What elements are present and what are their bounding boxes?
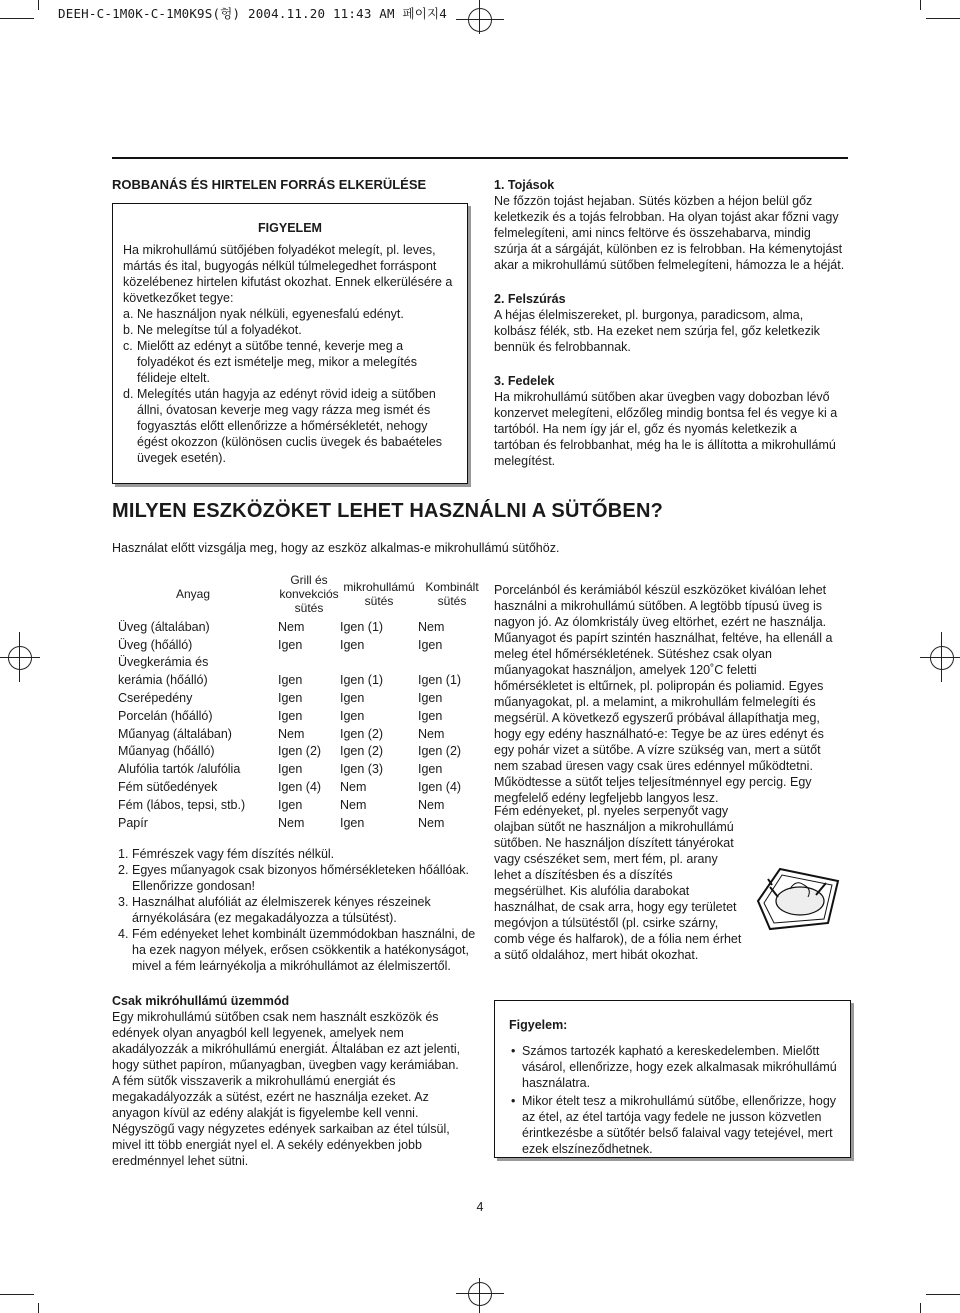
metal-block: [494, 803, 846, 963]
note-item: 1. Fémrészek vagy fém díszítés nélkül.: [118, 847, 335, 861]
table-row: [118, 743, 486, 761]
value-cell: Igen: [278, 673, 303, 688]
value-cell: Igen: [340, 637, 365, 652]
material-cell: Fém (lábos, tepsi, stb.): [118, 797, 246, 812]
material-cell: Papír: [118, 815, 148, 830]
material-cell: Műanyag (általában): [118, 726, 232, 741]
table-header-row: [118, 570, 486, 618]
note-item: 3. Használhat alufóliát az élelmiszerek kényes részeinek árnyékolására (ez megakadályozza a túlsütést).: [118, 895, 431, 925]
value-cell: Igen: [340, 815, 365, 830]
right-column: [494, 177, 846, 469]
table-row: [118, 760, 486, 778]
value-cell: Igen: [278, 691, 303, 706]
value-cell: Igen: [418, 762, 443, 777]
microwave-only-text: Egy mikrohullámú sütőben csak nem használt eszközök és edények olyan anyagból kell legyenek, amelyek nem akadályozzák a mikróhullámú energiát. Általában ez azt jelenti, hogy süthet papíron, műanyagban, üvegben vagy kerámiában. A fém sütők visszaverik a mikrohullámú energiát és megakadályozzák a sütést, ezért ne használja ezeket. Az anyagon kívül az edény alakját is figyelembe kell venni. Négyszögű vagy négyzetes edények sarkaiban az étel túlsül, mivel itt több energiát nyel el. A sekély edényekben jobb eredménnyel lehet sütni.: [112, 1010, 461, 1168]
value-cell: Igen: [340, 691, 365, 706]
table-row: [118, 814, 486, 832]
value-cell: Igen: [278, 637, 303, 652]
table-row: [118, 671, 486, 689]
eggs-heading: 1. Tojások: [494, 178, 555, 192]
piercing-heading: 2. Felszúrás: [494, 292, 566, 306]
material-cell: Porcelán (hőálló): [118, 708, 213, 723]
material-cell: Cserépedény: [118, 691, 193, 706]
intro-line: Használat előtt vizsgálja meg, hogy az eszköz alkalmas-e mikrohullámú sütőhöz.: [112, 541, 560, 555]
page-number: 4: [476, 1200, 484, 1214]
note-item: 2. Egyes műanyagok csak bizonyos hőmérsékleteken hőállóak. Ellenőrizze gondosan!: [118, 863, 469, 893]
value-cell: Igen (1): [418, 673, 462, 688]
warning-title: FIGYELEM: [258, 221, 322, 235]
value-cell: Igen (2): [418, 744, 462, 759]
col-header: Anyag: [176, 587, 211, 601]
material-cell: kerámia (hőálló): [118, 673, 208, 688]
value-cell: Nem: [278, 815, 305, 830]
value-cell: Igen: [278, 762, 303, 777]
microwave-only-section: [112, 993, 467, 1169]
value-cell: Igen (2): [340, 744, 384, 759]
warning-item: a. Ne használjon nyak nélküli, egyenesfalú edényt.: [123, 307, 404, 321]
value-cell: Igen: [418, 637, 443, 652]
col-header: Grill és konvekciós sütés: [279, 573, 339, 615]
eggs-text: Ne főzzön tojást hejaban. Sütés közben a héjon belül gőz keletkezik és a tojás felrobban. Ha olyan tojást akar főzni vagy felmelegíteni, ami nincs feltörve és összehabarva, mindig szúrja át a sárgáját, különben ez is felrobban. Ha kémenytojást akar a mikrohullámú sütőben felmelegíteni, hámozza le a héját.: [494, 194, 845, 272]
explosion-heading: ROBBANÁS ÉS HIRTELEN FORRÁS ELKERÜLÉSE: [112, 177, 427, 192]
value-cell: Nem: [418, 619, 445, 634]
main-title: MILYEN ESZKÖZÖKET LEHET HASZNÁLNI A SÜTŐBEN?: [112, 500, 664, 522]
value-cell: [340, 654, 418, 672]
value-cell: Igen (1): [340, 619, 384, 634]
table-row: [118, 778, 486, 796]
value-cell: Nem: [278, 619, 305, 634]
value-cell: Nem: [418, 797, 445, 812]
warning-item: c. Mielőtt az edényt a sütőbe tenné, keverje meg a folyadékot és ezt ismételje meg, mikor a melegítés félideje eltelt.: [123, 339, 417, 385]
value-cell: Igen (2): [340, 726, 384, 741]
value-cell: Igen: [340, 708, 365, 723]
value-cell: [278, 654, 340, 672]
table-row: [118, 636, 486, 654]
warning-intro: Ha mikrohullámú sütőjében folyadékot melegít, pl. leves, mártás és ital, bugyogás nélkül túlmelegedhet forráspont közelébenez hirtelen kifutást okozhat. Ennek elkerülésére a következőket tegye:: [123, 243, 453, 305]
material-cell: Üveg (hőálló): [118, 637, 193, 652]
value-cell: Nem: [418, 815, 445, 830]
material-table: [118, 570, 486, 832]
value-cell: Igen: [418, 691, 443, 706]
porcelain-paragraph: Porcelánból és kerámiából készül eszközöket kiválóan lehet használni a mikrohullámú sütőben. A legtöbb típusú üveg is nagyon jó. Az ólomkristály üveg eltörhet, ezért ne használja. Műanyagot és papírt szintén használhat, feltéve, ha ellenáll a meleg étel hőmérsékletének. Sütéshez csak olyan műanyagokat használjon, amelyek 120˚C feletti hőmérsékletet is eltűrnek, pl. polipropán és poliamid. Egyes műanyagokat, pl. a melamint, a mikrohullám felmelegíti és megsérül. A következő egyszerű próbával állapíthatja meg, hogy egy edény használható-e: Tegye be az üres edényt és egy pohár vizet a sütőbe. A vízre szükség van, mert a sütőt nem szabad üresen vagy csak üres edénnyel működtetni. Működtesse a sütőt teljes teljesítménnyel egy percig. Egy megfelelő edény legfeljebb langyos lesz.: [494, 583, 833, 805]
material-cell: Üveg (általában): [118, 619, 210, 634]
value-cell: Igen: [278, 797, 303, 812]
warning-box: [112, 203, 468, 484]
material-cell: Alufólia tartók /alufólia: [118, 762, 241, 777]
attention-item: • Mikor ételt tesz a mikrohullámú sütőbe, ellenőrizze, hogy az étel, az étel tartója vagy fedele ne jusson közvetlen érintkezésbe a sütőtér belső falaival vagy tetejével, mert ezek elszíneződhetnek.: [511, 1094, 837, 1156]
warning-item: b. Ne melegítse túl a folyadékot.: [123, 323, 302, 337]
table-notes: [118, 846, 478, 974]
value-cell: [418, 654, 486, 672]
table-row: [118, 725, 486, 743]
col-header: Kombinált sütés: [425, 580, 479, 608]
value-cell: Nem: [340, 797, 367, 812]
value-cell: Igen (4): [278, 780, 322, 795]
dish-chicken-illustration: [750, 851, 846, 937]
note-item: 4. Fém edényeket lehet kombinált üzemmódokban használni, de ha ezek nagyon mélyek, erősen csökkentik a hatékonyságot, mivel a fém leárnyékolja a mikróhullámot az élelmiszertől.: [118, 927, 476, 973]
material-cell: Üvegkerámia és: [118, 655, 209, 670]
value-cell: Igen (3): [340, 762, 384, 777]
value-cell: Igen: [278, 708, 303, 723]
attention-title: Figyelem:: [509, 1018, 568, 1032]
material-cell: Fém sütőedények: [118, 780, 218, 795]
material-cell: Műanyag (hőálló): [118, 744, 215, 759]
value-cell: Igen (1): [340, 673, 384, 688]
piercing-text: A héjas élelmiszereket, pl. burgonya, paradicsom, alma, kolbász félék, stb. Ha ezeket nem szúrja fel, gőz keletkezik bennük és felrobbannak.: [494, 308, 820, 354]
warning-item: d. Melegítés után hagyja az edényt rövid ideig a sütőben állni, óvatosan keverje meg vagy rázza meg ismét és fogyasztás előtt ellenőrizze a hőmérsékletét, nehogy égést okozzon (különösen cuclis üvegek és babaételes üvegek esetén).: [123, 387, 443, 465]
lids-text: Ha mikrohullámú sütőben akar üvegben vagy dobozban lévő konzervet melegíteni, előzőleg mindig bontsa fel és vegye ki a tartóból. Ha nem így jár el, gőz és nyomás keletkezik a tartóban és felrobbanhat, még ha le is állította a mikrohullámú melegítést.: [494, 390, 838, 468]
table-row: [118, 689, 486, 707]
table-row: [118, 618, 486, 636]
top-rule: [112, 157, 848, 159]
attention-box: [494, 1000, 851, 1158]
value-cell: Nem: [278, 726, 305, 741]
table-row: [118, 654, 486, 672]
metal-paragraph: Fém edényeket, pl. nyeles serpenyőt vagy olajban sütőt ne használjon a mikrohullámú sütőben. Ne használjon díszített tányérokat vagy csészéket sem, mert fém, pl. arany lehet a díszítésben és a díszítés megsérülhet. Kis alufólia darabokat használhat, de csak arra, hogy egy területet megóvjon a túlsütéstől (pl. csirke szárny, comb vége és halfarok), de a fólia nem érhet a sütő oldalához, mert hibát okozhat.: [494, 804, 742, 962]
table-row: [118, 707, 486, 725]
attention-item: • Számos tartozék kapható a kereskedelemben. Mielőtt vásárol, ellenőrizze, hogy ezek alkalmasak mikróhullámú használatra.: [511, 1044, 837, 1090]
print-header: DEEH-C-1M0K-C-1M0K9S(헝) 2004.11.20 11:43 AM 페이지4: [58, 6, 448, 21]
lids-heading: 3. Fedelek: [494, 374, 555, 388]
value-cell: Igen (2): [278, 744, 322, 759]
value-cell: Igen: [418, 708, 443, 723]
microwave-only-title: Csak mikróhullámú üzemmód: [112, 994, 290, 1008]
col-header: mikrohullámú sütés: [343, 580, 415, 608]
value-cell: Igen (4): [418, 780, 462, 795]
value-cell: Nem: [340, 780, 367, 795]
value-cell: Nem: [418, 726, 445, 741]
table-row: [118, 796, 486, 814]
